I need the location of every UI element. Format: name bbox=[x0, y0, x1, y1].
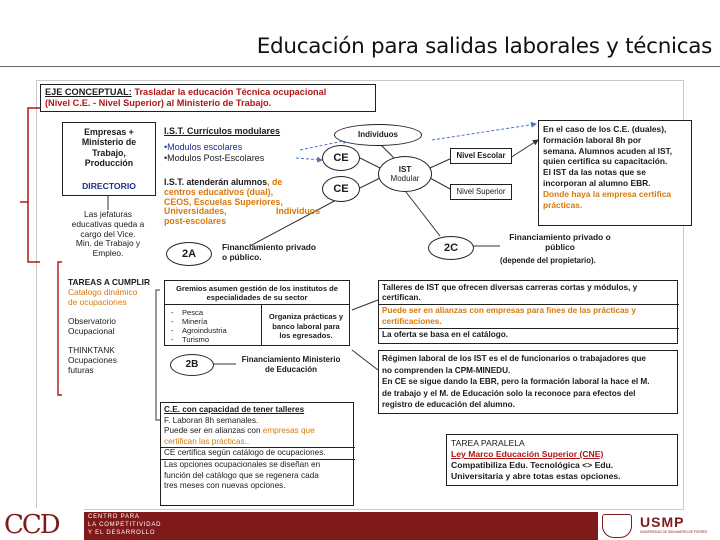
ist-atenderan-block bbox=[164, 178, 320, 227]
financing-2c-line: Financiamiento privado o bbox=[509, 232, 611, 242]
ist-node-label: IST bbox=[398, 165, 412, 174]
ce-talleres-line: Las opciones ocupacionales se diseñan en bbox=[164, 459, 321, 469]
ce-duales-line: En el caso de los C.E. (duales), bbox=[543, 124, 667, 134]
jefaturas-bracket bbox=[58, 262, 62, 395]
gremios-right-line: los egresados. bbox=[279, 331, 333, 341]
eje-conceptual-text: Trasladar la educación Técnica ocupacional bbox=[134, 87, 327, 97]
empresas-line: Empresas + bbox=[84, 127, 134, 137]
ccd-letters: CCD bbox=[4, 510, 59, 540]
regimen-line: Régimen laboral de los IST es el de funcionarios o trabajadores que bbox=[382, 354, 646, 363]
nivel-right-line bbox=[510, 140, 538, 158]
slide-title: Educación para salidas laborales y técnicas bbox=[256, 34, 712, 59]
atenderan-line: Individuos bbox=[276, 206, 320, 217]
thinktank-line: Ocupaciones bbox=[68, 355, 117, 365]
ce-talleres-line: CE certifica según catálogo de ocupaciones. bbox=[164, 448, 326, 458]
gremios-right-line: banco laboral para bbox=[272, 321, 340, 331]
usmp-logo bbox=[598, 512, 720, 540]
sector-item: - Turismo bbox=[171, 335, 210, 344]
talleres-orange-line: Puede ser en alianzas con empresas para fines de las prácticas y bbox=[382, 306, 636, 316]
usmp-subtitle: UNIVERSIDAD DE SAN MARTÍN DE PORRES bbox=[640, 530, 708, 534]
gremios-to-talleres-line bbox=[352, 300, 378, 310]
thinktank-line: THINKTANK bbox=[68, 345, 115, 355]
financing-2a-text bbox=[222, 242, 332, 262]
ccd-caption-line: LA COMPETITIVIDAD bbox=[88, 522, 162, 528]
tarea-paralela-line: Universitaria y abre totas estas opciones. bbox=[451, 471, 621, 481]
financing-2b-node: 2B bbox=[170, 354, 214, 376]
financing-2c-note: (depende del propietario). bbox=[500, 256, 596, 265]
tareas-item: Catalogo dinámico bbox=[68, 287, 138, 297]
empresas-line: Ministerio de bbox=[81, 137, 137, 148]
left-red-bracket bbox=[28, 108, 40, 262]
ist-nivel-escolar-line bbox=[430, 158, 452, 168]
tarea-paralela-law: Ley Marco Educación Superior (CNE) bbox=[451, 449, 604, 459]
empresas-line: Producción bbox=[84, 158, 134, 169]
gremios-to-regimen-line bbox=[352, 350, 378, 370]
financing-2c-text bbox=[500, 232, 620, 252]
ist-curriculos-block bbox=[164, 126, 324, 163]
sector-item: - Minería bbox=[171, 317, 208, 326]
tarea-paralela-line: Compatibiliza Edu. Tecnológica <> Edu. bbox=[451, 460, 614, 470]
tareas-item: de ocupaciones bbox=[68, 297, 127, 307]
talleres-orange-line: certificaciones. bbox=[382, 316, 442, 326]
eje-conceptual-label: EJE CONCEPTUAL: bbox=[45, 87, 132, 97]
usmp-wordmark: USMP bbox=[640, 514, 685, 530]
modulos-post-escolares: •Modulos Post-Escolares bbox=[164, 152, 265, 163]
jefaturas-line: Min. de Trabajo y bbox=[75, 238, 141, 249]
gremios-title-line: especialidades de su sector bbox=[206, 293, 308, 302]
financing-2c-node: 2C bbox=[428, 236, 474, 260]
gremios-title-line: Gremios asumen gestión de los institutos de bbox=[175, 284, 339, 293]
financing-2a-line: o público. bbox=[222, 252, 262, 262]
ce-ist-line-bottom bbox=[360, 178, 380, 188]
ce-ist-line-top bbox=[360, 158, 380, 168]
ce-duales-box bbox=[538, 120, 692, 226]
thinktank-line: futuras bbox=[68, 365, 94, 375]
ccd-caption-line: Y EL DESARROLLO bbox=[88, 530, 156, 536]
ce-duales-line: formación laboral 8h por bbox=[543, 134, 642, 145]
jefaturas-line: Empleo. bbox=[92, 248, 124, 259]
ce-duales-line: quien certifica su capacitación. bbox=[543, 156, 668, 167]
modulos-escolares: •Modulos escolares bbox=[164, 142, 243, 153]
atenderan-line: centros educativos (dual), bbox=[164, 186, 274, 197]
talleres-line: Talleres de IST que ofrecen diversas carreras cortas y módulos, y bbox=[382, 283, 638, 292]
usmp-shield-icon bbox=[602, 514, 632, 538]
regimen-line: de trabajo y el M. de Educación solo la reconoce para efectos del bbox=[382, 388, 636, 398]
atenderan-line: post-escolares bbox=[164, 216, 227, 227]
financing-2a-line: Financiamiento privado bbox=[222, 242, 317, 252]
jefaturas-line: educativas queda a bbox=[71, 218, 145, 229]
gremios-box bbox=[164, 280, 350, 346]
atenderan-suffix: , de bbox=[267, 177, 283, 187]
ist-nivel-superior-line bbox=[430, 178, 452, 190]
atenderan-line: Universidades, bbox=[164, 206, 227, 217]
ce-duales-line: El IST da las notas que se bbox=[543, 167, 646, 178]
ce-talleres-line: función del catálogo que se regenera cada bbox=[164, 470, 319, 480]
ce-node-bottom: CE bbox=[322, 176, 360, 202]
tarea-paralela-title: TAREA PARALELA bbox=[451, 438, 525, 448]
ist-modular-node bbox=[378, 156, 432, 192]
talleres-box bbox=[378, 280, 678, 344]
individuos-node: Individuos bbox=[334, 124, 422, 146]
ce-talleres-box bbox=[160, 402, 354, 506]
dashed-arrow-right bbox=[432, 124, 536, 140]
talleres-line: La oferta se basa en el catálogo. bbox=[382, 329, 509, 339]
ce-duales-orange-line: prácticas. bbox=[543, 199, 583, 210]
eje-conceptual-box bbox=[40, 84, 376, 112]
talleres-line: certifican. bbox=[382, 293, 421, 303]
financing-2b-line: Financiamiento Ministerio bbox=[241, 355, 341, 364]
ce-duales-line: semana. Alumnos acuden al IST, bbox=[543, 145, 673, 156]
nivel-superior-box: Nivel Superior bbox=[450, 184, 512, 200]
tarea-paralela-box bbox=[446, 434, 678, 486]
ce-talleres-orange: certifican las prácticas.. bbox=[164, 436, 250, 446]
financing-2c-line: público bbox=[545, 242, 575, 252]
atenderan-line: I.S.T. atenderán alumnos bbox=[164, 177, 268, 187]
ce-duales-orange-line: Donde haya la empresa certifica bbox=[543, 188, 672, 199]
ist-to-2c-line bbox=[406, 192, 440, 236]
tareas-title: TAREAS A CUMPLIR bbox=[68, 277, 151, 287]
regimen-line: no comprenden la CPM-MINEDU. bbox=[382, 365, 511, 375]
directorio-label: DIRECTORIO bbox=[82, 181, 136, 191]
atenderan-line: CEOS, Escuelas Superiores, bbox=[164, 196, 283, 207]
sector-item: - Pesca bbox=[171, 308, 204, 317]
regimen-box bbox=[378, 350, 678, 414]
sector-item: - Agroindustria bbox=[171, 326, 227, 335]
eje-conceptual-line2: (Nivel C.E. - Nivel Superior) al Ministerio de Trabajo. bbox=[45, 98, 272, 108]
ccd-logo bbox=[0, 508, 84, 540]
ce-talleres-orange: empresas que bbox=[262, 426, 315, 436]
jefaturas-text bbox=[58, 210, 158, 259]
financing-2a-node: 2A bbox=[166, 242, 212, 266]
ce-duales-line: incorporan al alumno EBR. bbox=[543, 177, 651, 188]
nivel-escolar-box: Nivel Escolar bbox=[450, 148, 512, 164]
jefaturas-line: cargo del Vice. bbox=[80, 228, 136, 239]
ce-node-top: CE bbox=[322, 145, 360, 171]
financing-2b-line: de Educación bbox=[264, 364, 317, 374]
ce-talleres-line: tres meses con nuevas opciones. bbox=[164, 481, 286, 491]
regimen-line: registro de educación del alumno. bbox=[382, 400, 515, 410]
empresas-box bbox=[62, 122, 156, 196]
tareas-block bbox=[68, 277, 158, 375]
regimen-line: En CE se sigue dando la EBR, pero la formación laboral la hace el M. bbox=[382, 377, 650, 387]
jefaturas-line: Las jefaturas bbox=[84, 209, 132, 219]
ist-curriculos-label: I.S.T. Currículos modulares bbox=[164, 126, 281, 136]
observatorio-line: Observatorio bbox=[68, 316, 116, 326]
ce-talleres-title: C.E. con capacidad de tener talleres bbox=[164, 405, 305, 414]
empresas-line: Trabajo, bbox=[92, 147, 126, 158]
ce-talleres-line: Puede ser en alianzas con bbox=[164, 426, 263, 436]
ccd-caption bbox=[88, 513, 161, 537]
modular-node-label: Modular bbox=[390, 174, 420, 183]
gremios-right-line: Organiza prácticas y bbox=[268, 312, 344, 321]
ccd-caption-line: CENTRO PARA bbox=[88, 514, 140, 520]
observatorio-line: Ocupacional bbox=[68, 326, 115, 336]
financing-2b-text bbox=[236, 355, 346, 374]
ce-talleres-line: F. Laboran 8h semanales. bbox=[164, 415, 259, 425]
